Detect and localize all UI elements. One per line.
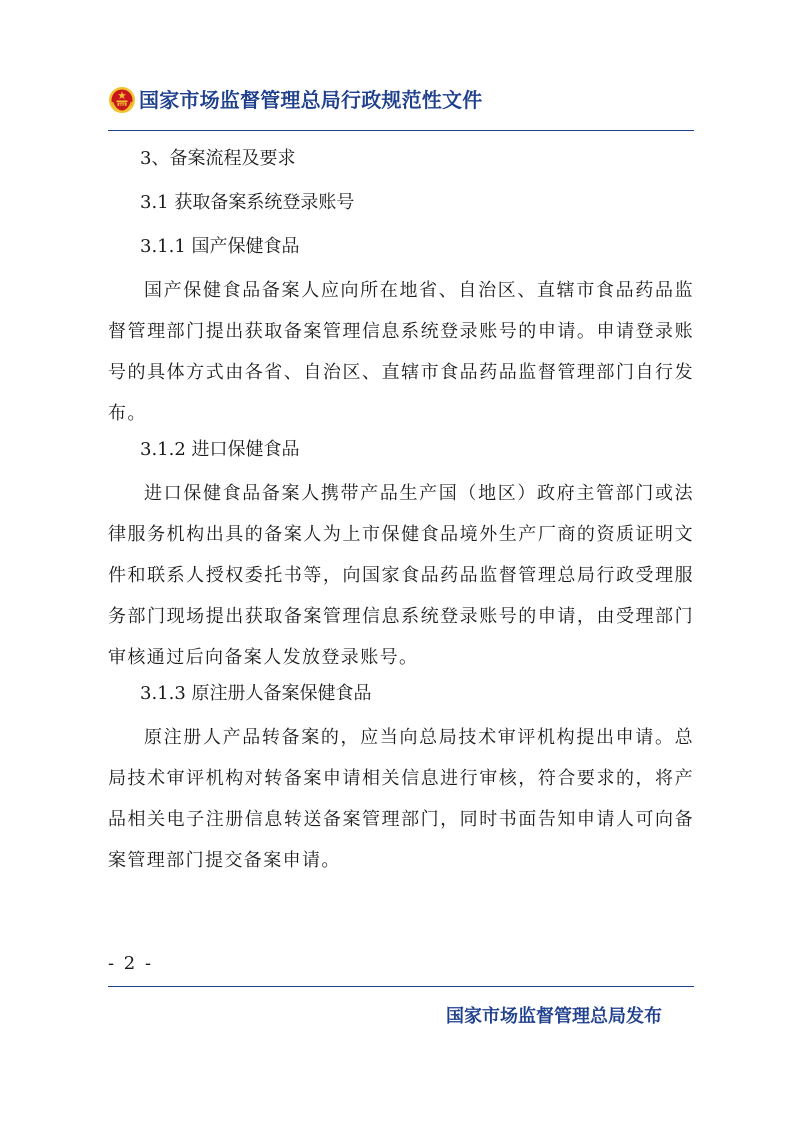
subsection-heading: 3.1.2 进口保健食品 xyxy=(140,439,300,460)
subsection-heading: 3.1 获取备案系统登录账号 xyxy=(140,192,355,213)
subsection-heading: 3.1.1 国产保健食品 xyxy=(140,236,300,257)
header-divider xyxy=(108,130,694,131)
subsection-heading: 3.1.3 原注册人备案保健食品 xyxy=(140,683,372,704)
document-body xyxy=(108,140,694,881)
paragraph: 进口保健食品备案人携带产品生产国（地区）政府主管部门或法律服务机构出具的备案人为上市保健食品境外生产厂商的资质证明文件和联系人授权委托书等，向国家食品药品监督管理总局行政受理服务部门现场提出获取备案管理信息系统登录账号的申请，由受理部门审核通过后向备案人发放登录账号。 xyxy=(108,483,694,668)
page-number: - 2 - xyxy=(108,953,154,974)
header-title: 国家市场监督管理总局行政规范性文件 xyxy=(139,88,483,112)
footer-publisher: 国家市场监督管理总局发布 xyxy=(446,1006,662,1027)
document-header xyxy=(108,86,694,120)
footer-divider xyxy=(108,986,694,987)
paragraph: 国产保健食品备案人应向所在地省、自治区、直辖市食品药品监督管理部门提出获取备案管理信息系统登录账号的申请。申请登录账号的具体方式由各省、自治区、直辖市食品药品监督管理部门自行发布。 xyxy=(108,280,694,424)
national-emblem-icon xyxy=(108,86,136,114)
paragraph: 原注册人产品转备案的，应当向总局技术审评机构提出申请。总局技术审评机构对转备案申请相关信息进行审核，符合要求的，将产品相关电子注册信息转送备案管理部门，同时书面告知申请人可向备案管理部门提交备案申请。 xyxy=(108,727,694,871)
section-heading: 3、备案流程及要求 xyxy=(140,148,296,169)
